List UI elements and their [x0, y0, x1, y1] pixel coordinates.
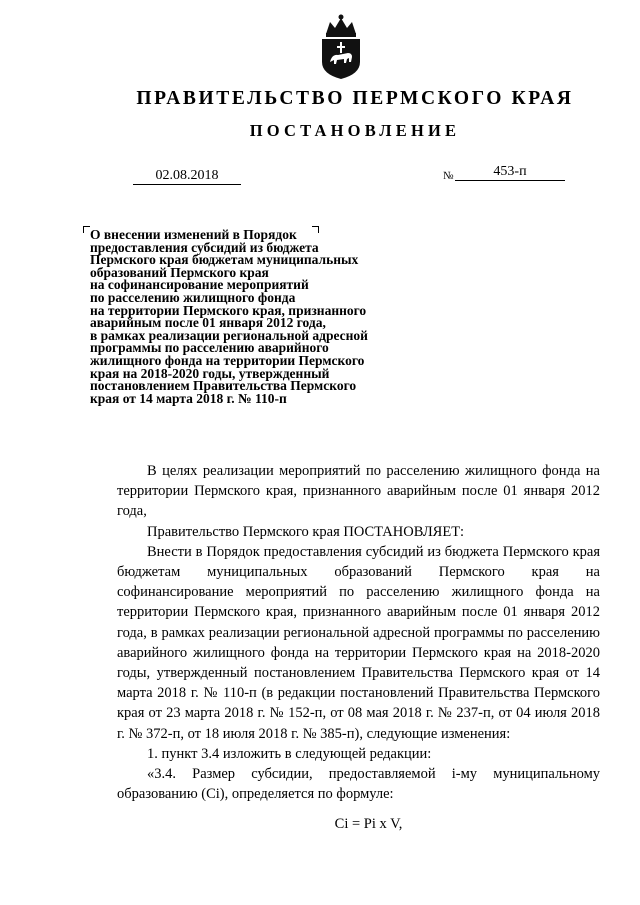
subject-line: в рамках реализации региональной адресной [90, 327, 368, 343]
subject-line: жилищного фонда на территории Пермского [90, 352, 365, 368]
perm-krai-coat-of-arms-icon [318, 12, 364, 80]
subject-line: края на 2018-2020 годы, утвержденный [90, 365, 330, 381]
subject-line: аварийным после 01 января 2012 года, [90, 315, 326, 331]
formula: Ci = Pi x V, [334, 816, 403, 833]
document-type: ПОСТАНОВЛЕНИЕ [249, 121, 461, 140]
subject-line: Пермского края бюджетам муниципальных [90, 252, 359, 268]
document-body [117, 461, 600, 835]
subject-line: образований Пермского края [90, 264, 269, 280]
subject-line: по расселению жилищного фонда [90, 289, 296, 305]
document-subject [90, 229, 420, 405]
subject-line: постановлением Правительства Пермского [90, 378, 357, 394]
subject-line: программы по расселению аварийного [90, 340, 329, 356]
paragraph-amendments: Внести в Порядок предоставления субсидий из бюджета Пермского края бюджетам муниципальных образований Пермского края на софинансирование мероприятий по расселению жилищного фонда на территории Пермского края, признанного аварийным после 01 января 2012 года, в рамках реализации региональной адресной программы по расселению аварийного жилищного фонда на территории Пермского края на 2018-2020 годы, утвержденный постановлением Правительства Пермского края от 14 марта 2018 г. № 110-п (в редакции постановлений Правительства Пермского края от 23 марта 2018 г. № 152-п, от 08 мая 2018 г. № 237-п, от 04 июля 2018 г. № 372-п, от 18 июля 2018 г. № 385-п), следующие изменения: [117, 543, 600, 742]
paragraph-item-1: 1. пункт 3.4 изложить в следующей редакции: [147, 745, 432, 762]
subject-line: О внесении изменений в Порядок [90, 227, 297, 242]
document-number: 453-п [455, 164, 565, 181]
paragraph-purpose: В целях реализации мероприятий по расселению жилищного фонда на территории Пермского края, признанного аварийным после 01 января 2012 года, [117, 463, 600, 520]
subject-line: края от 14 марта 2018 г. № 110-п [90, 390, 287, 406]
document-date: 02.08.2018 [133, 168, 241, 185]
subject-line: на софинансирование мероприятий [90, 277, 309, 293]
subject-line: на территории Пермского края, признанного [90, 302, 367, 318]
number-sign: № [443, 170, 454, 182]
subject-line: предоставления субсидий из бюджета [90, 239, 319, 255]
paragraph-clause-3-4: «3.4. Размер субсидии, предоставляемой i-му муниципальному образованию (Ci), определяется по формуле: [117, 766, 600, 803]
subject-bracket-left [83, 226, 90, 233]
government-title: ПРАВИТЕЛЬСТВО ПЕРМСКОГО КРАЯ [136, 88, 574, 109]
paragraph-resolves: Правительство Пермского края ПОСТАНОВЛЯЕТ: [147, 523, 465, 540]
